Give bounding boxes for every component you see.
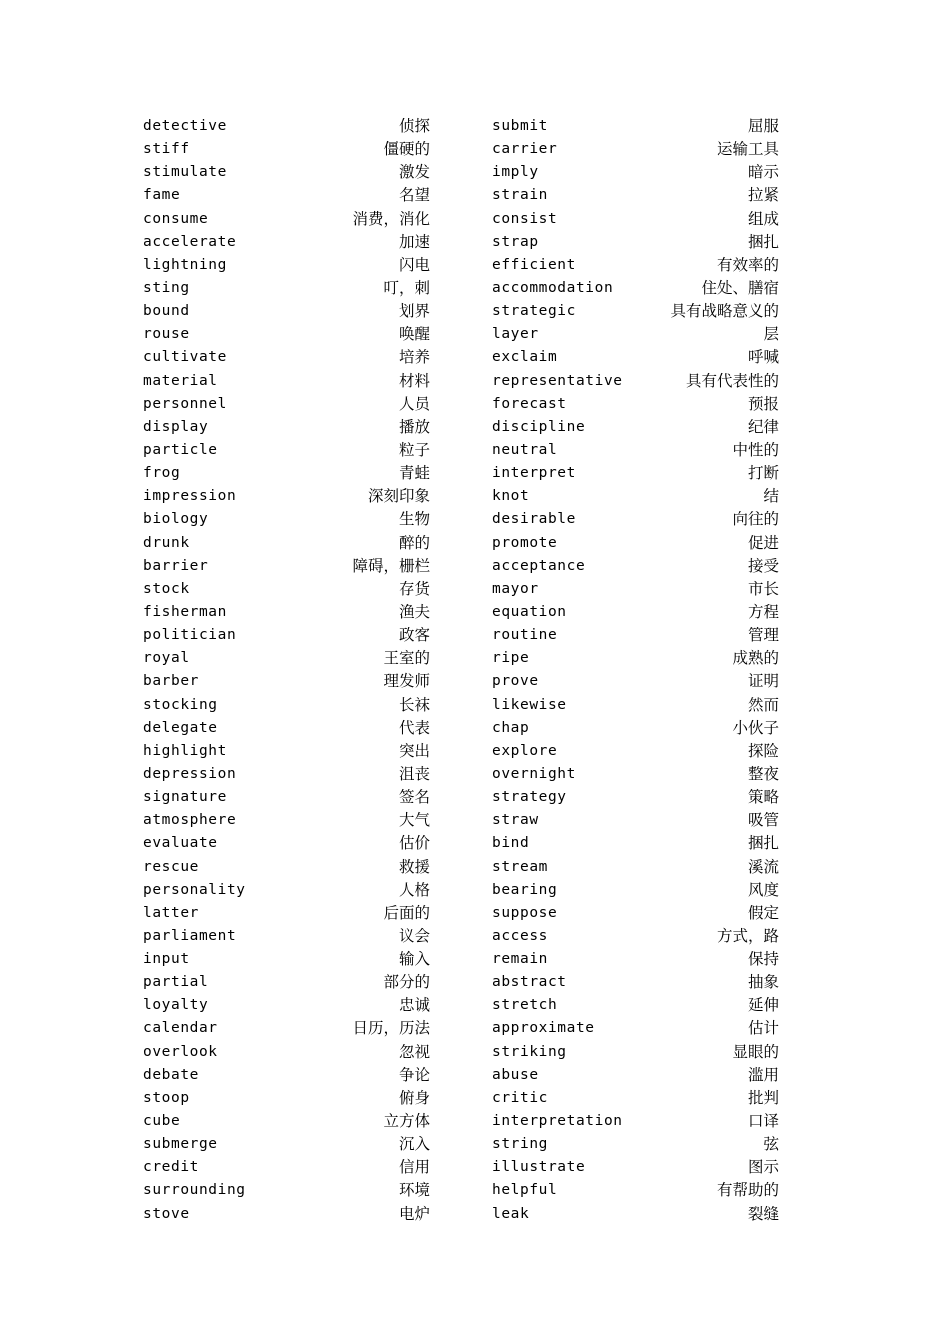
vocab-meaning: 住处、膳宿 xyxy=(701,278,779,297)
vocab-word: signature xyxy=(143,789,227,806)
vocab-row xyxy=(143,393,430,416)
vocab-meaning: 层 xyxy=(763,325,779,344)
vocab-meaning: 环境 xyxy=(398,1181,430,1200)
vocab-word: personnel xyxy=(143,395,227,412)
vocab-row xyxy=(492,971,779,994)
vocab-row xyxy=(143,809,430,832)
vocab-row xyxy=(143,346,430,369)
vocab-row xyxy=(143,138,430,161)
vocab-word: evaluate xyxy=(143,835,218,852)
vocab-word: strap xyxy=(492,233,539,250)
vocab-meaning: 呼喊 xyxy=(747,348,779,367)
vocab-row xyxy=(143,1110,430,1133)
vocab-word: atmosphere xyxy=(143,812,237,829)
vocab-word: partial xyxy=(143,974,209,991)
vocab-row xyxy=(143,254,430,277)
vocab-row xyxy=(492,485,779,508)
vocab-row xyxy=(492,1203,779,1226)
vocab-row xyxy=(492,740,779,763)
vocab-row xyxy=(143,370,430,393)
vocab-meaning: 估价 xyxy=(398,834,430,853)
vocab-word: strategic xyxy=(492,303,576,320)
vocab-word: stretch xyxy=(492,997,558,1014)
vocab-word: depression xyxy=(143,765,237,782)
vocab-meaning: 假定 xyxy=(747,903,779,922)
vocab-meaning: 弦 xyxy=(763,1135,779,1154)
vocab-row xyxy=(143,508,430,531)
vocab-word: credit xyxy=(143,1159,199,1176)
vocab-meaning: 策略 xyxy=(747,788,779,807)
vocab-meaning: 侦探 xyxy=(398,117,430,135)
vocab-word: access xyxy=(492,927,548,944)
vocab-meaning: 运输工具 xyxy=(716,140,779,159)
vocab-meaning: 中性的 xyxy=(732,440,779,459)
vocab-word: politician xyxy=(143,627,237,644)
vocab-row xyxy=(143,647,430,670)
vocab-meaning: 拉紧 xyxy=(747,186,779,205)
vocab-word: suppose xyxy=(492,904,558,921)
vocab-word: biology xyxy=(143,511,209,528)
vocab-word: strategy xyxy=(492,789,567,806)
vocab-row xyxy=(492,1041,779,1064)
vocab-meaning: 成熟的 xyxy=(732,649,779,668)
vocab-meaning: 促进 xyxy=(747,533,779,552)
vocab-row xyxy=(492,115,779,138)
vocab-meaning: 吸管 xyxy=(747,811,779,830)
vocab-meaning: 唤醒 xyxy=(398,325,430,344)
vocab-word: abuse xyxy=(492,1066,539,1083)
vocab-meaning: 消费，消化 xyxy=(352,209,430,228)
vocab-row xyxy=(143,971,430,994)
vocab-row xyxy=(492,948,779,971)
vocab-row xyxy=(143,948,430,971)
vocab-word: forecast xyxy=(492,395,567,412)
vocab-word: ripe xyxy=(492,650,530,667)
vocab-word: frog xyxy=(143,465,181,482)
vocab-row xyxy=(143,323,430,346)
vocab-meaning: 接受 xyxy=(747,556,779,575)
vocab-row xyxy=(492,856,779,879)
vocab-row xyxy=(492,1156,779,1179)
vocab-row xyxy=(143,856,430,879)
vocab-meaning: 捆扎 xyxy=(747,232,779,251)
vocab-meaning: 签名 xyxy=(398,788,430,807)
vocab-row xyxy=(492,532,779,555)
vocab-word: interpret xyxy=(492,465,576,482)
vocab-word: fisherman xyxy=(143,603,227,620)
vocab-meaning: 播放 xyxy=(398,417,430,436)
vocab-meaning: 激发 xyxy=(398,163,430,182)
vocab-word: straw xyxy=(492,812,539,829)
vocab-meaning: 捆扎 xyxy=(747,834,779,853)
vocab-meaning: 然而 xyxy=(747,695,779,714)
vocab-word: neutral xyxy=(492,441,558,458)
vocab-word: promote xyxy=(492,534,558,551)
vocab-meaning: 小伙子 xyxy=(732,718,779,737)
vocab-row xyxy=(143,208,430,231)
vocab-meaning: 忠诚 xyxy=(398,996,430,1015)
vocab-row xyxy=(143,462,430,485)
vocab-row xyxy=(492,601,779,624)
vocab-row xyxy=(143,300,430,323)
vocab-meaning: 叮，刺 xyxy=(383,278,430,297)
vocab-meaning: 俯身 xyxy=(398,1088,430,1107)
vocab-meaning: 粒子 xyxy=(398,440,430,459)
vocab-word: stiff xyxy=(143,141,190,158)
vocab-meaning: 方式，路 xyxy=(716,926,779,945)
vocab-word: string xyxy=(492,1136,548,1153)
vocab-meaning: 图示 xyxy=(747,1158,779,1177)
vocab-word: submerge xyxy=(143,1136,218,1153)
vocab-row xyxy=(492,902,779,925)
vocab-meaning: 日历，历法 xyxy=(352,1019,430,1038)
vocab-row xyxy=(143,763,430,786)
vocab-meaning: 信用 xyxy=(398,1158,430,1177)
vocab-meaning: 纪律 xyxy=(747,417,779,436)
vocab-meaning: 结 xyxy=(763,487,779,506)
vocab-row xyxy=(492,786,779,809)
vocab-row xyxy=(143,578,430,601)
vocab-meaning: 整夜 xyxy=(747,764,779,783)
vocab-meaning: 溪流 xyxy=(747,857,779,876)
vocab-meaning: 王室的 xyxy=(383,649,430,668)
vocab-meaning: 后面的 xyxy=(383,903,430,922)
vocab-word: remain xyxy=(492,951,548,968)
vocab-meaning: 裂缝 xyxy=(747,1204,779,1223)
vocab-meaning: 输入 xyxy=(398,950,430,969)
vocab-meaning: 划界 xyxy=(398,302,430,321)
vocab-meaning: 议会 xyxy=(398,926,430,945)
vocab-meaning: 有效率的 xyxy=(716,255,779,274)
vocab-row xyxy=(492,254,779,277)
vocab-word: explore xyxy=(492,742,558,759)
vocab-row xyxy=(143,1179,430,1202)
vocab-word: knot xyxy=(492,488,530,505)
vocab-word: latter xyxy=(143,904,199,921)
vocab-word: impression xyxy=(143,488,237,505)
vocab-meaning: 市长 xyxy=(747,579,779,598)
vocab-word: likewise xyxy=(492,696,567,713)
vocab-meaning: 暗示 xyxy=(747,163,779,182)
vocab-row xyxy=(492,508,779,531)
vocab-word: chap xyxy=(492,719,530,736)
vocab-meaning: 青蛙 xyxy=(398,464,430,483)
vocab-word: leak xyxy=(492,1205,530,1222)
vocab-word: stoop xyxy=(143,1089,190,1106)
vocab-meaning: 具有代表性的 xyxy=(685,371,779,390)
vocab-word: illustrate xyxy=(492,1159,586,1176)
vocab-meaning: 大气 xyxy=(398,811,430,830)
vocab-meaning: 培养 xyxy=(398,348,430,367)
vocab-row xyxy=(492,462,779,485)
vocab-meaning: 证明 xyxy=(747,672,779,691)
vocab-meaning: 具有战略意义的 xyxy=(670,302,779,321)
vocab-row xyxy=(143,1064,430,1087)
vocab-meaning: 风度 xyxy=(747,880,779,899)
vocab-meaning: 口译 xyxy=(747,1112,779,1131)
vocab-meaning: 障碍，栅栏 xyxy=(352,556,430,575)
vocab-row xyxy=(492,555,779,578)
vocab-row xyxy=(492,647,779,670)
vocab-word: discipline xyxy=(492,418,586,435)
vocab-row xyxy=(492,624,779,647)
vocab-word: bind xyxy=(492,835,530,852)
vocab-row xyxy=(143,1156,430,1179)
vocab-word: prove xyxy=(492,673,539,690)
vocab-row xyxy=(492,879,779,902)
vocab-row xyxy=(143,670,430,693)
vocab-row xyxy=(492,161,779,184)
vocab-word: barber xyxy=(143,673,199,690)
vocab-meaning: 名望 xyxy=(398,186,430,205)
vocab-word: overlook xyxy=(143,1043,218,1060)
vocab-row xyxy=(492,809,779,832)
vocab-word: overnight xyxy=(492,765,576,782)
vocab-meaning: 批判 xyxy=(747,1088,779,1107)
vocab-meaning: 僵硬的 xyxy=(383,140,430,159)
vocab-word: stimulate xyxy=(143,164,227,181)
vocab-row xyxy=(492,994,779,1017)
vocab-word: material xyxy=(143,372,218,389)
vocab-meaning: 估计 xyxy=(747,1019,779,1038)
vocab-word: particle xyxy=(143,441,218,458)
vocab-meaning: 醉的 xyxy=(398,533,430,552)
vocab-meaning: 滥用 xyxy=(747,1065,779,1084)
vocab-word: accommodation xyxy=(492,279,614,296)
vocab-word: detective xyxy=(143,118,227,134)
vocab-row xyxy=(143,161,430,184)
vocab-row xyxy=(492,323,779,346)
vocab-word: mayor xyxy=(492,580,539,597)
vocab-row xyxy=(143,439,430,462)
vocab-row xyxy=(492,1087,779,1110)
vocab-meaning: 生物 xyxy=(398,510,430,529)
vocab-row xyxy=(492,763,779,786)
vocab-word: imply xyxy=(492,164,539,181)
vocab-meaning: 人格 xyxy=(398,880,430,899)
vocab-meaning: 组成 xyxy=(747,209,779,228)
vocab-meaning: 有帮助的 xyxy=(716,1181,779,1200)
vocab-word: consume xyxy=(143,210,209,227)
vocab-meaning: 忽视 xyxy=(398,1042,430,1061)
vocab-meaning: 存货 xyxy=(398,579,430,598)
vocab-meaning: 加速 xyxy=(398,232,430,251)
vocab-meaning: 长袜 xyxy=(398,695,430,714)
vocab-row xyxy=(492,1179,779,1202)
vocab-word: barrier xyxy=(143,557,209,574)
vocab-row xyxy=(143,555,430,578)
vocab-meaning: 闪电 xyxy=(398,255,430,274)
vocab-row xyxy=(143,184,430,207)
vocab-word: display xyxy=(143,418,209,435)
vocab-word: calendar xyxy=(143,1020,218,1037)
vocab-row xyxy=(143,416,430,439)
vocab-meaning: 深刻印象 xyxy=(367,487,430,506)
vocab-row xyxy=(143,115,430,138)
vocab-meaning: 电炉 xyxy=(398,1204,430,1223)
vocab-word: carrier xyxy=(492,141,558,158)
vocab-word: striking xyxy=(492,1043,567,1060)
vocab-row xyxy=(492,1110,779,1133)
vocab-row xyxy=(143,740,430,763)
vocab-row xyxy=(492,694,779,717)
vocab-row xyxy=(492,184,779,207)
vocab-meaning: 屈服 xyxy=(747,117,779,135)
vocab-row xyxy=(143,694,430,717)
vocab-meaning: 渔夫 xyxy=(398,602,430,621)
vocab-meaning: 救援 xyxy=(398,857,430,876)
vocab-word: bearing xyxy=(492,881,558,898)
vocab-row xyxy=(492,1133,779,1156)
vocab-word: drunk xyxy=(143,534,190,551)
vocab-row xyxy=(492,670,779,693)
vocab-word: stock xyxy=(143,580,190,597)
vocab-word: debate xyxy=(143,1066,199,1083)
vocab-word: royal xyxy=(143,650,190,667)
vocab-word: exclaim xyxy=(492,349,558,366)
vocab-meaning: 预报 xyxy=(747,394,779,413)
vocab-row xyxy=(492,832,779,855)
vocab-meaning: 人员 xyxy=(398,394,430,413)
vocab-word: rouse xyxy=(143,326,190,343)
vocab-row xyxy=(492,346,779,369)
vocab-word: approximate xyxy=(492,1020,595,1037)
vocab-word: parliament xyxy=(143,927,237,944)
vocab-word: rescue xyxy=(143,858,199,875)
vocab-meaning: 部分的 xyxy=(383,973,430,992)
vocab-row xyxy=(492,138,779,161)
vocab-word: stream xyxy=(492,858,548,875)
vocab-row xyxy=(143,1041,430,1064)
vocab-row xyxy=(492,1064,779,1087)
vocab-row xyxy=(143,832,430,855)
vocab-row xyxy=(143,786,430,809)
vocab-meaning: 沉入 xyxy=(398,1135,430,1154)
vocab-word: helpful xyxy=(492,1182,558,1199)
vocab-row xyxy=(143,231,430,254)
vocab-word: stocking xyxy=(143,696,218,713)
vocab-word: surrounding xyxy=(143,1182,246,1199)
vocab-row xyxy=(492,208,779,231)
vocab-meaning: 理发师 xyxy=(383,672,430,691)
vocab-row xyxy=(492,439,779,462)
vocab-row xyxy=(492,717,779,740)
vocab-meaning: 抽象 xyxy=(747,973,779,992)
vocab-meaning: 显眼的 xyxy=(732,1042,779,1061)
vocab-meaning: 政客 xyxy=(398,626,430,645)
vocab-row xyxy=(143,1203,430,1226)
vocab-meaning: 打断 xyxy=(747,464,779,483)
vocab-word: bound xyxy=(143,303,190,320)
vocab-row xyxy=(143,994,430,1017)
vocab-meaning: 管理 xyxy=(747,626,779,645)
vocab-meaning: 向往的 xyxy=(732,510,779,529)
vocab-word: personality xyxy=(143,881,246,898)
vocab-word: accelerate xyxy=(143,233,237,250)
vocab-word: input xyxy=(143,951,190,968)
vocab-word: efficient xyxy=(492,256,576,273)
vocab-meaning: 探险 xyxy=(747,741,779,760)
vocab-row xyxy=(143,601,430,624)
vocab-row xyxy=(143,925,430,948)
vocab-row xyxy=(143,902,430,925)
vocab-word: representative xyxy=(492,372,623,389)
vocab-word: fame xyxy=(143,187,181,204)
vocab-meaning: 沮丧 xyxy=(398,764,430,783)
vocab-meaning: 保持 xyxy=(747,950,779,969)
vocab-row xyxy=(143,624,430,647)
vocab-row xyxy=(492,300,779,323)
vocab-meaning: 延伸 xyxy=(747,996,779,1015)
vocab-word: desirable xyxy=(492,511,576,528)
vocab-row xyxy=(492,231,779,254)
vocab-meaning: 立方体 xyxy=(383,1112,430,1131)
vocab-row xyxy=(492,393,779,416)
left-vocab-column xyxy=(143,115,430,1226)
vocab-word: routine xyxy=(492,627,558,644)
vocab-row xyxy=(143,1133,430,1156)
vocab-word: cube xyxy=(143,1113,181,1130)
vocab-row xyxy=(143,532,430,555)
vocab-row xyxy=(143,1087,430,1110)
vocab-meaning: 突出 xyxy=(398,741,430,760)
vocab-row xyxy=(492,1017,779,1040)
vocab-word: loyalty xyxy=(143,997,209,1014)
vocab-word: submit xyxy=(492,118,548,134)
vocab-meaning: 争论 xyxy=(398,1065,430,1084)
vocab-row xyxy=(492,925,779,948)
vocab-meaning: 代表 xyxy=(398,718,430,737)
right-vocab-column xyxy=(492,115,779,1226)
vocab-row xyxy=(143,717,430,740)
vocab-word: highlight xyxy=(143,742,227,759)
vocab-row xyxy=(143,277,430,300)
vocab-word: cultivate xyxy=(143,349,227,366)
vocab-word: critic xyxy=(492,1089,548,1106)
vocab-word: delegate xyxy=(143,719,218,736)
vocab-row xyxy=(492,277,779,300)
vocab-row xyxy=(143,1017,430,1040)
vocab-word: interpretation xyxy=(492,1113,623,1130)
vocab-word: equation xyxy=(492,603,567,620)
vocab-row xyxy=(492,416,779,439)
vocab-word: consist xyxy=(492,210,558,227)
vocab-word: sting xyxy=(143,279,190,296)
vocab-word: lightning xyxy=(143,256,227,273)
vocab-word: acceptance xyxy=(492,557,586,574)
vocab-row xyxy=(143,485,430,508)
vocab-row xyxy=(143,879,430,902)
vocab-row xyxy=(492,578,779,601)
vocab-word: layer xyxy=(492,326,539,343)
vocab-word: strain xyxy=(492,187,548,204)
vocab-row xyxy=(492,370,779,393)
vocab-meaning: 材料 xyxy=(398,371,430,390)
vocab-meaning: 方程 xyxy=(747,602,779,621)
vocab-word: stove xyxy=(143,1205,190,1222)
vocab-word: abstract xyxy=(492,974,567,991)
